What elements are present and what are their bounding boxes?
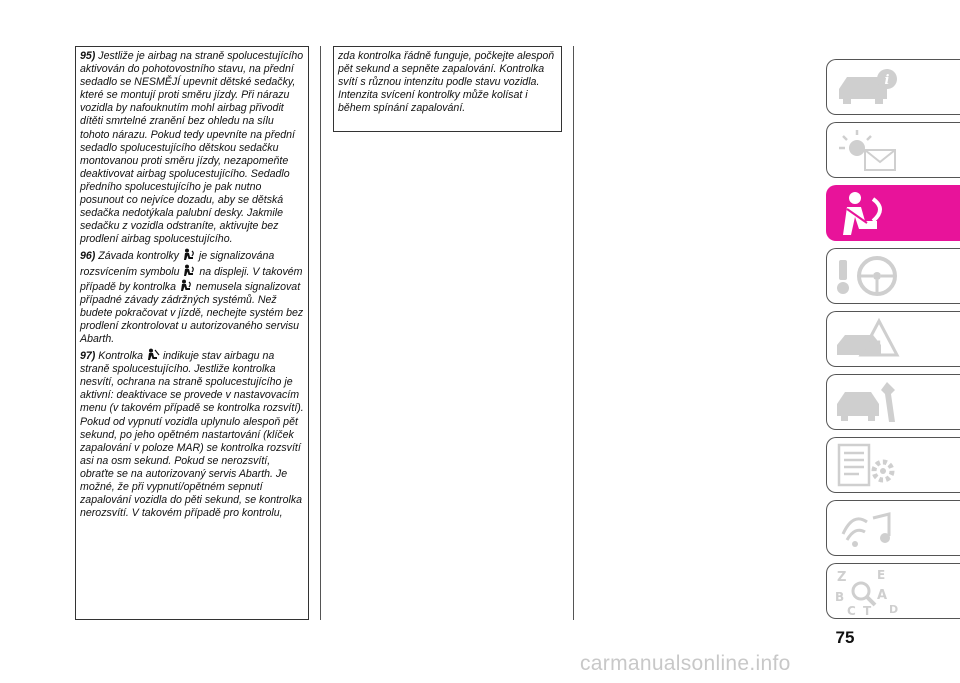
tab-starting-driving[interactable] [826, 248, 960, 304]
tab-technical-data[interactable] [826, 437, 960, 493]
index-letter-a: A [877, 588, 888, 603]
note-95 [80, 50, 306, 246]
tab-emergency[interactable] [826, 311, 960, 367]
right-text-column [333, 46, 562, 132]
airbag-warning-icon [182, 248, 196, 262]
note-96-text-a: Závada kontrolky [98, 250, 179, 263]
column-divider [573, 46, 574, 620]
note-97 [80, 348, 306, 520]
airbag-symbol-icon [182, 264, 196, 278]
airbag-seat-icon [833, 189, 903, 239]
watermark: carmanualsonline.info [580, 652, 791, 675]
tab-car-info[interactable] [826, 59, 960, 115]
tab-warning-lights[interactable] [826, 122, 960, 178]
note-96-text-b: je signalizována rozsvícením symbolu [80, 250, 275, 278]
passenger-airbag-off-icon [146, 348, 160, 362]
note-95-number: 95) [80, 50, 96, 62]
tab-maintenance[interactable] [826, 374, 960, 430]
car-hazard-icon [833, 315, 903, 365]
key-steering-icon [833, 252, 903, 302]
index-letter-d: D [889, 603, 899, 616]
car-info-icon [833, 63, 903, 113]
specs-gear-icon [833, 441, 903, 491]
index-letters-icon [833, 567, 903, 617]
multimedia-icon [833, 504, 903, 554]
note-97-number: 97) [80, 350, 96, 363]
note-96-text-d: nemusela signalizovat případné závady zádržných systémů. Než budete pokračovat v jízdě, nechejte systém bez prodlení zkontrolovat u autorizovaného servisu Abarth. [80, 280, 304, 345]
note-96-text-c: na displeji. V takovém případě by kontrolka [80, 265, 303, 293]
index-letter-b: B [835, 590, 845, 604]
index-letter-c: C [847, 604, 856, 617]
index-letter-t: T [863, 604, 872, 617]
warning-lights-icon [833, 126, 903, 176]
note-97-continued: zda kontrolka řádně funguje, počkejte alespoň pět sekund a sepněte zapalování. Kontrolka svítí s různou intenzitu podle stavu vozidla. Intenzita svícení kontrolky může kolísat i během spínání zapalování. [338, 50, 555, 115]
tab-safety-airbag[interactable] [826, 185, 960, 241]
note-96 [80, 248, 306, 346]
airbag-warning-icon [179, 279, 193, 293]
svg-text:i: i [884, 73, 890, 88]
index-letter-e: E [877, 568, 886, 582]
left-text-column [75, 46, 309, 620]
page-number: 75 [835, 628, 855, 647]
column-divider [320, 46, 321, 620]
note-96-number: 96) [80, 250, 96, 263]
tab-multimedia[interactable] [826, 500, 960, 556]
svg-text:!: ! [875, 339, 883, 355]
index-letter-z: Z [837, 570, 847, 585]
note-97-text-a: Kontrolka [98, 350, 144, 363]
note-97-text-b: indikuje stav airbagu na straně spolucestujícího. Jestliže kontrolka nesvítí, ochrana na straně spolucestujícího je aktivní: deaktivace se provede v nastavovacím menu (v takovém případě se kontrolka rozsvítí). Pokud od vypnutí vozidla uplynulo alespoň pět sekund, po jeho opětném nastartování (klíček zapalování v poloze MAR) se kontrolka rozsvítí asi na osm sekund. Pokud se nerozsvítí, obraťte se na autorizovaný servis Abarth. Je možné, že při vypnutí/opětném sepnutí zapalování vozidla do pěti sekund, se kontrolka nerozsvítí. V takovém případě pro kontrolu, [80, 350, 304, 520]
tab-index[interactable] [826, 563, 960, 619]
note-95-text: Jestliže je airbag na straně spolucestujícího aktivován do pohotovostního stavu, na přední sedadlo se NESMĚJÍ upevnit dětské sedačky, které se montují proti směru jízdy. Při nárazu vozidla by nafouknutím mohl airbag přivodit dítěti smrtelné zranění bez ohledu na sílu tohoto nárazu. Pokud tedy upevníte na přední sedadlo spolucestujícího dětskou sedačku montovanou proti směru jízdy, nezapomeňte deaktivovat airbag spolucestujícího. Sedadlo předního spolucestujícího je pak nutno posunout co nejvíce dozadu, aby se dětská sedačka nedotýkala palubní desky. Jakmile sedačku z vozidla odstraníte, aktivujte bez prodlení airbag spolucestujícího. [80, 50, 304, 246]
car-wrench-icon [833, 378, 903, 428]
